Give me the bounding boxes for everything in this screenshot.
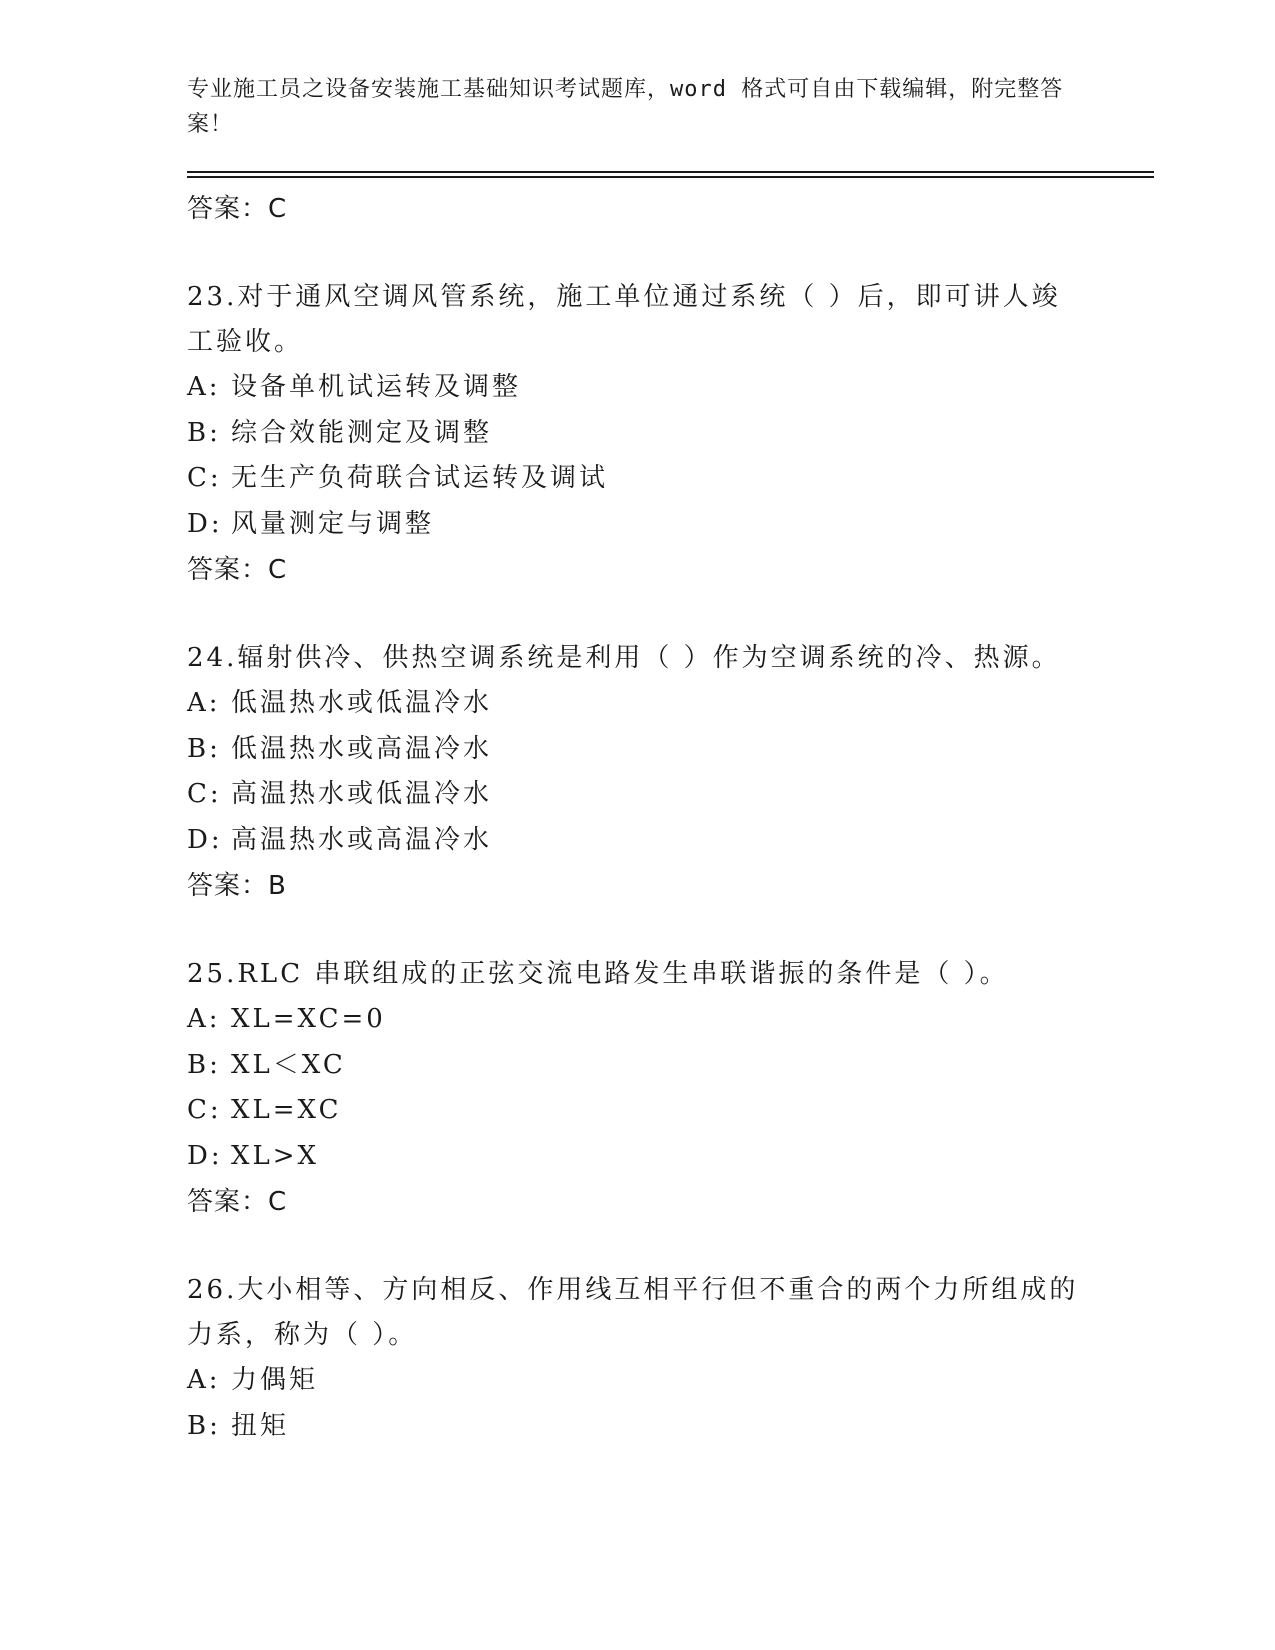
- question-block: [187, 1268, 1087, 1449]
- option-b: [187, 1043, 1087, 1089]
- option-text: 无生产负荷联合试运转及调试: [231, 463, 609, 493]
- option-d: [187, 818, 1087, 864]
- option-text: 低温热水或低温冷水: [231, 688, 493, 718]
- question-list: [187, 186, 1087, 1449]
- answer-line: 答案：C: [187, 194, 288, 224]
- option-text: 综合效能测定及调整: [231, 417, 493, 448]
- option-text: 低温热水或高温冷水: [231, 733, 493, 764]
- question-block: [187, 952, 1087, 1225]
- question-text: 25.RLC 串联组成的正弦交流电路发生串联谐振的条件是（ ）。: [187, 959, 1009, 989]
- header-rule-top: [187, 171, 1154, 173]
- option-letter: A:: [187, 1004, 221, 1034]
- answer-line: 答案：C: [187, 555, 288, 585]
- question-text: 26.大小相等、方向相反、作用线互相平行但不重合的两个力所组成的力系，称为（ ）。: [187, 1275, 1079, 1350]
- option-letter: B:: [187, 417, 221, 448]
- option-letter: C:: [187, 779, 222, 809]
- option-letter: A:: [187, 372, 221, 402]
- option-a: [187, 681, 1087, 727]
- option-letter: B:: [187, 1049, 221, 1080]
- option-text: 设备单机试运转及调整: [231, 372, 522, 402]
- option-text: XL=XC: [231, 1095, 342, 1125]
- question-block: [187, 636, 1087, 909]
- option-d: [187, 1134, 1087, 1180]
- option-a: [187, 1358, 1087, 1404]
- question-text: 24.辐射供冷、供热空调系统是利用（ ）作为空调系统的冷、热源。: [187, 643, 1061, 673]
- question-block: [187, 275, 1087, 593]
- option-b: [187, 411, 1087, 457]
- option-letter: C:: [187, 1095, 222, 1125]
- header-rule-bottom: [187, 176, 1154, 178]
- option-c: [187, 1088, 1087, 1134]
- question-text: 23.对于通风空调风管系统，施工单位通过系统（ ）后，即可讲人竣工验收。: [187, 282, 1061, 357]
- option-b: [187, 1404, 1087, 1450]
- option-c: [187, 456, 1087, 502]
- option-text: XL＜XC: [231, 1049, 346, 1080]
- option-a: [187, 365, 1087, 411]
- option-letter: C:: [187, 463, 222, 493]
- option-letter: D:: [187, 824, 223, 855]
- option-b: [187, 727, 1087, 773]
- answer-line: 答案：B: [187, 871, 287, 901]
- option-letter: D:: [187, 508, 223, 539]
- option-a: [187, 997, 1087, 1043]
- option-text: 扭矩: [231, 1410, 290, 1441]
- option-text: 风量测定与调整: [231, 508, 435, 539]
- option-text: 高温热水或低温冷水: [231, 779, 493, 809]
- document-header: [187, 72, 1067, 142]
- option-letter: B:: [187, 1410, 221, 1441]
- option-letter: A:: [187, 688, 221, 718]
- option-c: [187, 772, 1087, 818]
- answer-line: 答案：C: [187, 1187, 288, 1217]
- option-letter: B:: [187, 733, 221, 764]
- option-text: XL>X: [231, 1140, 320, 1171]
- option-text: XL=XC=0: [231, 1004, 386, 1034]
- option-text: 力偶矩: [231, 1365, 319, 1395]
- option-letter: D:: [187, 1140, 223, 1171]
- option-d: [187, 502, 1087, 548]
- header-text: 专业施工员之设备安装施工基础知识考试题库，word 格式可自由下载编辑，附完整答案！: [187, 77, 1064, 137]
- option-letter: A:: [187, 1365, 221, 1395]
- option-text: 高温热水或高温冷水: [231, 824, 493, 855]
